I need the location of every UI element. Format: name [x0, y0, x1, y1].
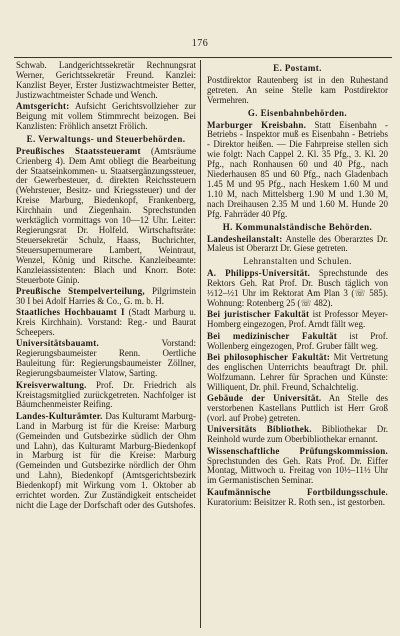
entry-heading: Preußische Stempelverteilung,	[16, 285, 145, 296]
entry-text: Das Kulturamt Marburg-Land in Marburg ist für die Kreise: Marburg (Gemeinden und Gutsbezirke südlich der Ohm und Lahn), das Kulturamt Marburg-Biedenkopf in Marburg ist für die Kreise: Marburg (Gemeinden und Gutsbezirke nördlich der Ohm und Lahn), Biedenkopf (Amtsgerichtsbezirk Biedenkopf) mit Wirkung vom 1. Oktober ab errichtet worden. Zur Zuständigkeit entscheidet nicht die Lage der Dorfschaft oder des Gutshofes.	[16, 410, 196, 510]
entry-pruefungskommission	[207, 447, 388, 487]
entry-landgericht-staff	[16, 61, 196, 101]
column-divider	[200, 60, 201, 628]
entry-text: Sprechstunde des Rektors Geh. Rat Prof. Dr. Busch täglich von ½12–½1 Uhr im Rektorat Am Plan 3 (☏ 585). Wohnung: Rotenberg 25 (☏ 482).	[207, 268, 388, 308]
section-heading-postamt: E. Postamt.	[273, 63, 322, 73]
section-heading-verwaltung: E. Verwaltungs- und Steuerbehörden.	[26, 133, 186, 144]
entry-heading: Universitätsbauamt.	[16, 338, 99, 349]
entry-text: ist Prof. Wollenberg eingezogen, Prof. Gruber fällt weg.	[207, 330, 388, 351]
entry-text: Vorstand: Regierungsbaumeister Renn. Oertliche Bauleitung für: Regierungsbaumeister Zöllner, Regierungsbaumeister Vlatow, Sarting.	[16, 338, 196, 379]
entry-heading: Wissenschaftliche Prüfungskommission.	[207, 445, 388, 456]
section-heading-kommunal: H. Kommunalständische Behörden.	[222, 221, 373, 232]
entry-landes-kulturaemter	[16, 412, 196, 511]
entry-heading: Bei juristischer Fakultät	[207, 309, 310, 320]
entry-text: (Stadt Marburg u. Kreis Kirchhain). Vorstand: Reg.- und Baurat Scheepers.	[16, 307, 196, 338]
entry-text: Prof. Dr. Friedrich als Kreistagsmitglied zurückgetreten. Nachfolger ist Bäumchenmeister Reifing.	[16, 379, 196, 410]
entry-kreisverwaltung	[16, 381, 196, 411]
section-heading-lehranstalten: Lehranstalten und Schulen.	[243, 256, 352, 267]
entry-heading: Kreisverwaltung.	[16, 379, 87, 390]
entry-landesheilanstalt	[207, 235, 388, 255]
entry-text: Sprechstunden des Geh. Rats Prof. Dr. Eiffer Montag, Mittwoch u. Freitag von 10½–11½ Uhr im Germanistischen Seminar.	[207, 455, 388, 486]
entry-bibliothek	[207, 425, 388, 445]
entry-staatssteueramt	[16, 147, 196, 286]
entry-heading: Bei medizinischer Fakultät	[207, 330, 338, 341]
entry-text: Mit Vertretung des englischen Unterrichts beauftragt Dr. phil. Wolfzumann. Lehrer für Sprachen und Künste: Williquent, Dr. phil. Freund, Schalchtelig.	[207, 351, 388, 392]
entry-juristische-fakultaet	[207, 310, 388, 330]
entry-philipps-universitaet	[207, 269, 388, 309]
entry-heading: A. Philipps-Universität.	[207, 268, 311, 279]
page-number: 176	[191, 38, 209, 49]
entry-text: Anstelle des Oberarztes Dr. Maleus ist Oberarzt Dr. Giese getreten.	[207, 233, 388, 254]
entry-hochbauamt	[16, 308, 196, 338]
entry-heading: Preußisches Staatssteueramt	[16, 145, 141, 156]
entry-heading: Marburger Kreisbahn.	[207, 119, 307, 130]
entry-text: Postdirektor Rautenberg ist in den Ruhestand getreten. An seine Stelle kam Postdirektor Vermehren.	[207, 74, 388, 105]
left-column	[16, 61, 196, 631]
entry-postdirektor	[207, 76, 388, 106]
entry-fortbildungsschule	[207, 488, 388, 508]
entry-heading: Universitäts Bibliothek.	[207, 424, 312, 435]
entry-universitaetsbauamt	[16, 339, 196, 379]
entry-heading: Staatliches Hochbauamt I	[16, 307, 125, 318]
entry-gebaeude	[207, 394, 388, 424]
entry-philosophische-fakultaet	[207, 353, 388, 393]
header-rule	[14, 57, 392, 58]
entry-heading: Gebäude der Universität.	[207, 393, 322, 404]
entry-text: Aufsicht Gerichtsvollzieher zur Beigung mit vollem Stimmrecht beizogen. Bei Kanzlisten: Fröhlich ansetzt Frölich.	[16, 101, 196, 131]
entry-amtsgericht	[16, 102, 196, 132]
entry-heading: Bei philosophischer Fakultät:	[207, 351, 331, 362]
entry-heading: Amtsgericht:	[16, 101, 70, 112]
right-column	[207, 61, 388, 631]
entry-text: Kuratorium: Beisitzer R. Roth sen., ist gestorben.	[207, 496, 385, 507]
entry-text: (Amtsräume Crienberg 4). Dem Amt obliegt die Bearbeitung der Staatseinkommen- u. Staatsergänzungssteuer, der Gewerbesteuer, d. direkten Reichssteuern (Wehrsteuer, Besitz- und Kriegssteuer) und der Kreise Marburg, Biedenkopf, Frankenberg, Kirchhain und Ziegenhain. Sprechstunden werktäglich vormittags von 10—12 Uhr. Leiter: Regierungsrat Dr. Holfeld. Wirtschaftsräte: Steuersekretär Schulz, Haass, Buchrichter, Steuersupernumerare Lambert, Weintraut, Wenzel, König und Ritsche. Kanzleibeamte: Kanzleiassistenten: Blach und Knorr. Bote: Steuerbote Ginip.	[16, 145, 196, 285]
section-heading-eisenbahn: G. Eisenbahnbehörden.	[247, 107, 348, 118]
entry-stempelverteilung	[16, 287, 196, 307]
entry-text: ist Professor Meyer-Homberg eingezogen, Prof. Arndt fällt weg.	[207, 309, 388, 330]
entry-heading: Landes-Kulturämter.	[16, 410, 103, 421]
entry-text: Schwab. Landgerichtssekretär Rechnungsrat Werner, Gerichtssekretär Freund. Kanzlei: Kanzlist Beyer, Erster Justizwachtmeister Better, Justizwachtmeister Schade und Wench.	[16, 61, 196, 100]
entry-heading: Kaufmännische Fortbildungsschule.	[207, 486, 388, 497]
entry-medizinische-fakultaet	[207, 332, 388, 352]
entry-text: An Stelle des verstorbenen Kastellans Puttlich ist Herr Groß (vorl. auf Probe) getreten.	[207, 393, 388, 423]
entry-text: Pilgrimstein 30 I bei Adolf Harries & Co., G. m. b. H.	[16, 285, 196, 306]
entry-heading: Landesheilanstalt:	[207, 233, 283, 244]
entry-kreisbahn	[207, 121, 388, 220]
entry-text: Statt Eisenbahn - Betriebs - Inspektor muß es Eisenbahn - Betriebs - Direktor heißen. — Die Fahrpreise stellen sich wie folgt: Nach Cappel 2. Kl. 35 Pfg., 3. Kl. 20 Pfg., nach Ronhausen 60 und 40 Pfg., nach Niederhausen 85 und 60 Pfg., nach Gladenbach 1.45 M und 95 Pfg., nach Heskem 1.60 M und 1.10 M, nach Mittelsberg 1.90 M und 1.30 M, nach Dreihausen 2.35 M und 1.60 M. Hunde 20 Pfg. Fahrräder 40 Pfg.	[207, 119, 388, 219]
entry-text: Bibliothekar Dr. Reinhold wurde zum Oberbibliothekar ernannt.	[207, 424, 388, 445]
